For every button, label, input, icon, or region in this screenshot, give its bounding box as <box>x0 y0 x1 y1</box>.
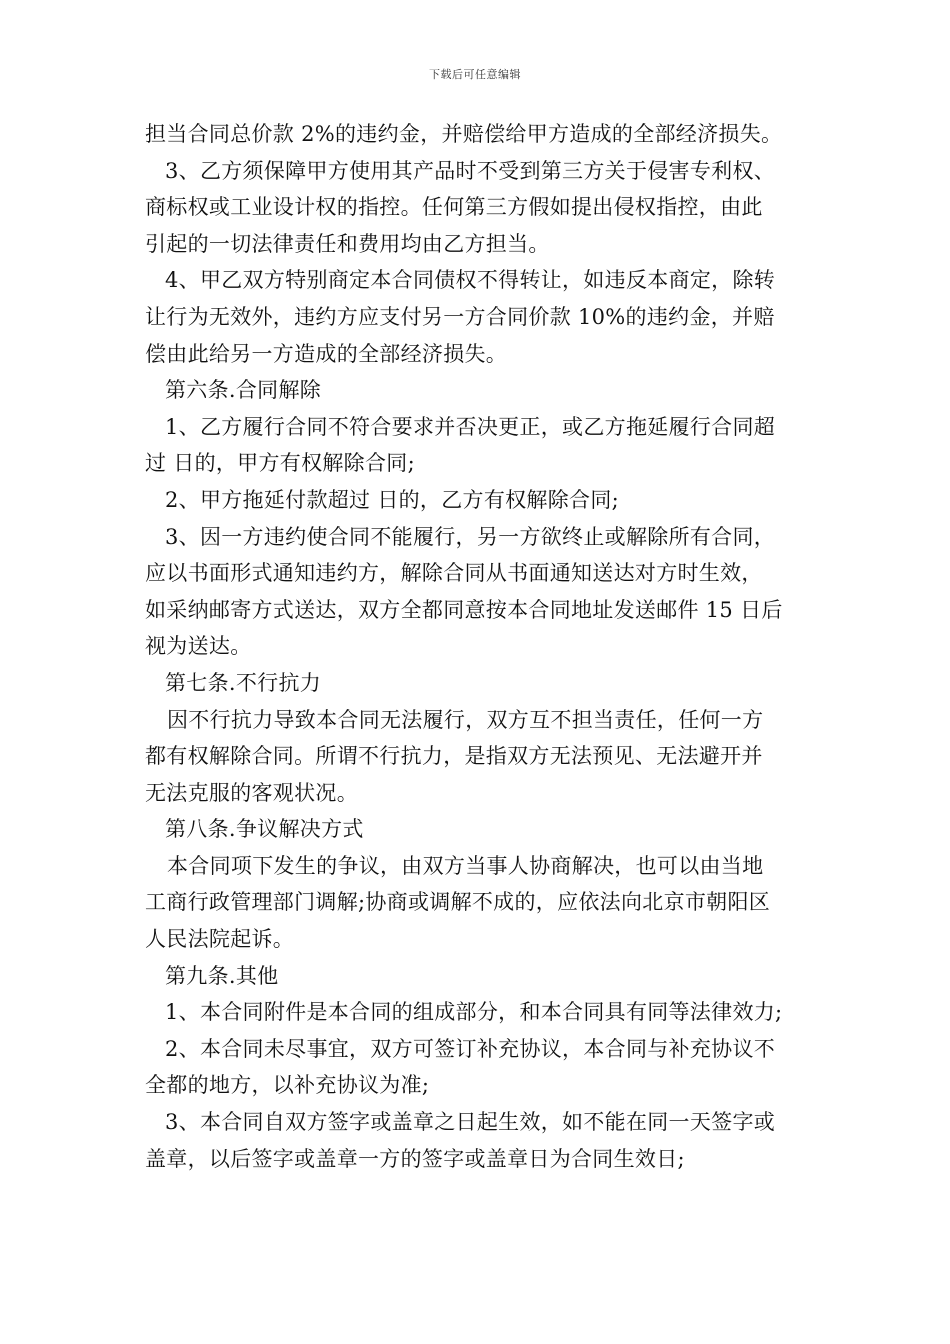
page-header: 下载后可任意编辑 <box>429 68 521 81</box>
text-line: 全都的地方，以补充协议为准; <box>145 1073 430 1098</box>
clause-item: 3、乙方须保障甲方使用其产品时不受到第三方关于侵害专利权、 <box>165 158 776 183</box>
text-line: 引起的一切法律责任和费用均由乙方担当。 <box>145 231 550 256</box>
text-line: 人民法院起诉。 <box>145 927 295 952</box>
clause-item: 2、本合同未尽事宜，双方可签订补充协议，本合同与补充协议不 <box>165 1036 776 1061</box>
clause-item: 1、本合同附件是本合同的组成部分，和本合同具有同等法律效力; <box>165 1000 783 1025</box>
section-heading: 第七条.不行抗力 <box>165 670 322 695</box>
text-line: 视为送达。 <box>145 634 252 659</box>
text-line: 无法克服的客观状况。 <box>145 780 358 805</box>
section-heading: 第八条.争议解决方式 <box>165 817 364 842</box>
section-heading: 第九条.其他 <box>165 963 279 988</box>
text-line: 工商行政管理部门调解;协商或调解不成的，应依法向北京市朝阳区 <box>145 890 771 915</box>
document-body <box>145 116 809 1177</box>
paragraph-start: 因不行抗力导致本合同无法履行，双方互不担当责任，任何一方 <box>167 707 764 732</box>
text-line: 盖章，以后签字或盖章一方的签字或盖章日为合同生效日; <box>145 1146 685 1171</box>
section-heading: 第六条.合同解除 <box>165 378 322 403</box>
text-line: 商标权或工业设计权的指控。任何第三方假如提出侵权指控，由此 <box>145 195 763 220</box>
text-line: 让行为无效外，违约方应支付另一方合同价款 10%的违约金，并赔 <box>145 304 775 329</box>
text-line: 如采纳邮寄方式送达，双方全都同意按本合同地址发送邮件 15 日后 <box>145 597 783 622</box>
clause-item: 4、甲乙双方特别商定本合同债权不得转让，如违反本商定，除转 <box>165 268 776 293</box>
clause-item: 1、乙方履行合同不符合要求并否决更正，或乙方拖延履行合同超 <box>165 414 776 439</box>
text-line: 都有权解除合同。所谓不行抗力，是指双方无法预见、无法避开并 <box>145 744 763 769</box>
paragraph-start: 本合同项下发生的争议，由双方当事人协商解决，也可以由当地 <box>167 853 764 878</box>
clause-item: 3、本合同自双方签字或盖章之日起生效，如不能在同一天签字或 <box>165 1110 776 1135</box>
text-line: 应以书面形式通知违约方，解除合同从书面通知送达对方时生效， <box>145 561 763 586</box>
text-line: 担当合同总价款 2%的违约金，并赔偿给甲方造成的全部经济损失。 <box>145 122 783 146</box>
text-line: 过 日的，甲方有权解除合同; <box>145 451 415 476</box>
clause-item: 3、因一方违约使合同不能履行，另一方欲终止或解除所有合同， <box>165 524 776 549</box>
text-line: 偿由此给另一方造成的全部经济损失。 <box>145 341 508 366</box>
clause-item: 2、甲方拖延付款超过 日的，乙方有权解除合同; <box>165 487 620 512</box>
